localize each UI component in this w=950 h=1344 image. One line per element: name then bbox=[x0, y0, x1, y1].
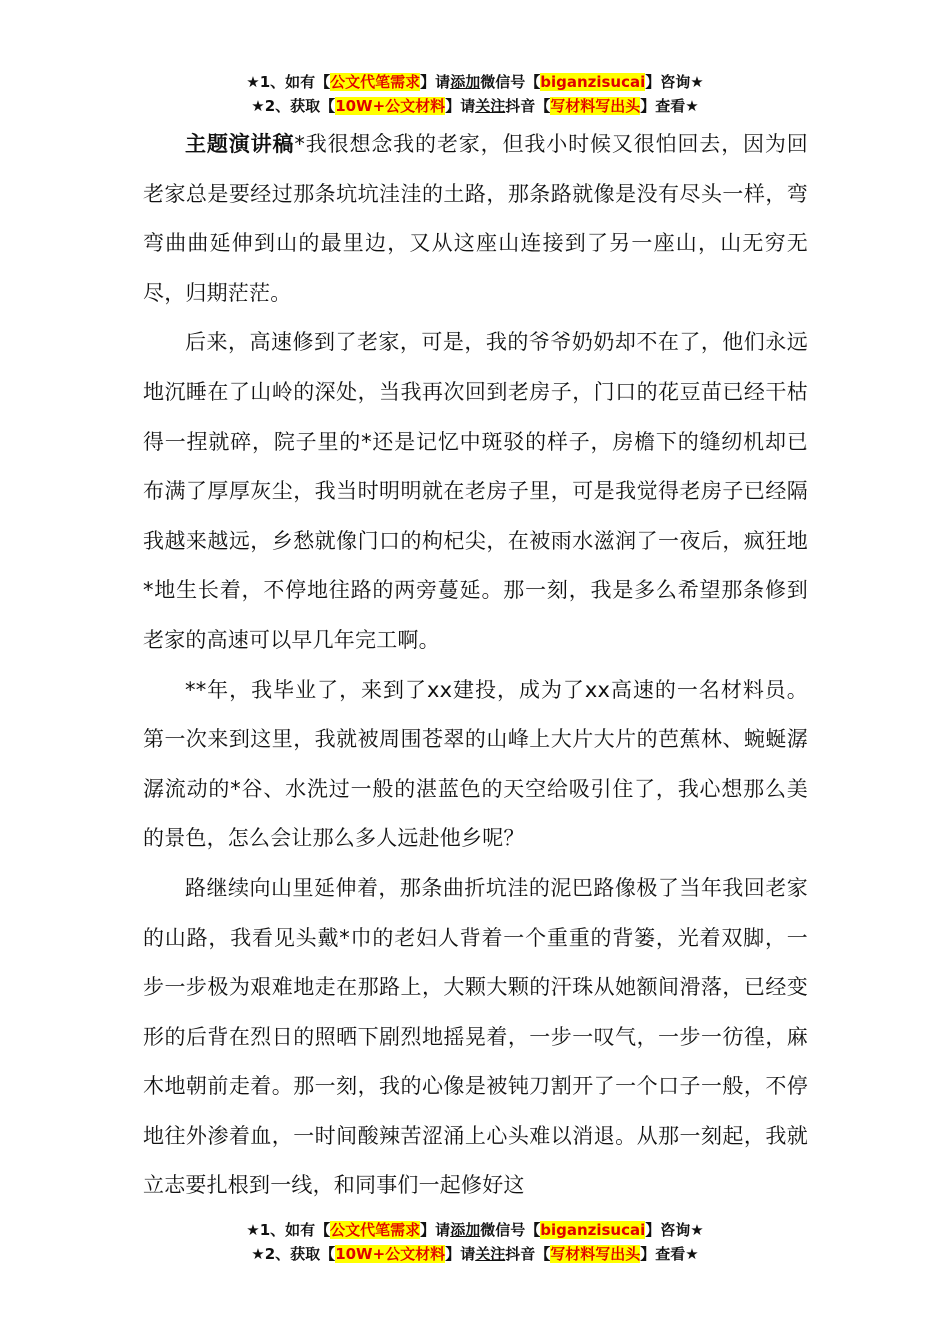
banner-text: 】查看★ bbox=[640, 97, 699, 115]
banner-text: 】查看★ bbox=[640, 1245, 699, 1263]
banner-text: 微信号【 bbox=[480, 73, 541, 91]
banner-highlight: 写材料写出头 bbox=[550, 97, 641, 115]
paragraph bbox=[143, 120, 808, 318]
banner-text: 】请 bbox=[420, 73, 451, 91]
banner-highlight: 写材料写出头 bbox=[550, 1245, 641, 1263]
paragraph: 后来，高速修到了老家，可是，我的爷爷奶奶却不在了，他们永远地沉睡在了山岭的深处，当我再次回到老房子，门口的花豆苗已经干枯得一捏就碎，院子里的*还是记忆中斑驳的样子，房檐下的缝纫机却已布满了厚厚灰尘，我当时明明就在老房子里，可是我觉得老房子已经隔我越来越远，乡愁就像门口的枸杞尖，在被雨水滋润了一夜后，疯狂地*地生长着，不停地往路的两旁蔓延。那一刻，我是多么希望那条修到老家的高速可以早几年完工啊。 bbox=[143, 330, 808, 652]
paragraph: **年，我毕业了，来到了xx建投，成为了xx高速的一名材料员。第一次来到这里，我就被周围苍翠的山峰上大片大片的芭蕉林、蜿蜒潺潺流动的*谷、水洗过一般的湛蓝色的天空给吸引住了，我心想那么美的景色，怎么会让那么多人远赴他乡呢？ bbox=[143, 677, 808, 851]
banner-text: ★1、如有【 bbox=[246, 1221, 331, 1239]
banner-line-2 bbox=[0, 94, 950, 118]
banner-text: 】请 bbox=[420, 1221, 451, 1239]
banner-text: 】请 bbox=[445, 97, 476, 115]
banner-line-2 bbox=[0, 1242, 950, 1266]
banner-line-1 bbox=[0, 70, 950, 94]
document-title: 主题演讲稿 bbox=[185, 132, 295, 156]
banner-text: 抖音【 bbox=[505, 97, 551, 115]
header-banner bbox=[0, 70, 950, 118]
banner-text: ★1、如有【 bbox=[246, 73, 331, 91]
banner-text: 】咨询★ bbox=[645, 1221, 704, 1239]
banner-highlight: biganzisucai bbox=[540, 73, 646, 91]
banner-underline: 添加 bbox=[450, 73, 481, 91]
banner-text: ★2、获取【 bbox=[251, 1245, 336, 1263]
banner-highlight: 公文代笔需求 bbox=[330, 73, 421, 91]
banner-highlight: biganzisucai bbox=[540, 1221, 646, 1239]
paragraph: 路继续向山里延伸着，那条曲折坑洼的泥巴路像极了当年我回老家的山路，我看见头戴*巾的老妇人背着一个重重的背篓，光着双脚，一步一步极为艰难地走在那路上，大颗大颗的汗珠从她额间滑落，已经变形的后背在烈日的照晒下剧烈地摇晃着，一步一叹气，一步一彷徨，麻木地朝前走着。那一刻，我的心像是被钝刀割开了一个口子一般，不停地往外渗着血，一时间酸辣苦涩涌上心头难以消退。从那一刻起，我就立志要扎根到一线，和同事们一起修好这 bbox=[143, 875, 808, 1198]
document-body bbox=[143, 120, 808, 1211]
banner-text: 】咨询★ bbox=[645, 73, 704, 91]
footer-banner bbox=[0, 1218, 950, 1266]
banner-text: 抖音【 bbox=[505, 1245, 551, 1263]
banner-text: 】请 bbox=[445, 1245, 476, 1263]
banner-highlight: 10W+公文材料 bbox=[335, 1245, 446, 1263]
paragraph-text: *我很想念我的老家，但我小时候又很怕回去，因为回老家总是要经过那条坑坑洼洼的土路，那条路就像是没有尽头一样，弯弯曲曲延伸到山的最里边，又从这座山连接到了另一座山，山无穷无尽，归期茫茫。 bbox=[143, 132, 808, 305]
banner-text: ★2、获取【 bbox=[251, 97, 336, 115]
banner-highlight: 公文代笔需求 bbox=[330, 1221, 421, 1239]
banner-underline: 关注 bbox=[475, 97, 506, 115]
banner-underline: 添加 bbox=[450, 1221, 481, 1239]
banner-line-1 bbox=[0, 1218, 950, 1242]
banner-underline: 关注 bbox=[475, 1245, 506, 1263]
banner-highlight: 10W+公文材料 bbox=[335, 97, 446, 115]
banner-text: 微信号【 bbox=[480, 1221, 541, 1239]
